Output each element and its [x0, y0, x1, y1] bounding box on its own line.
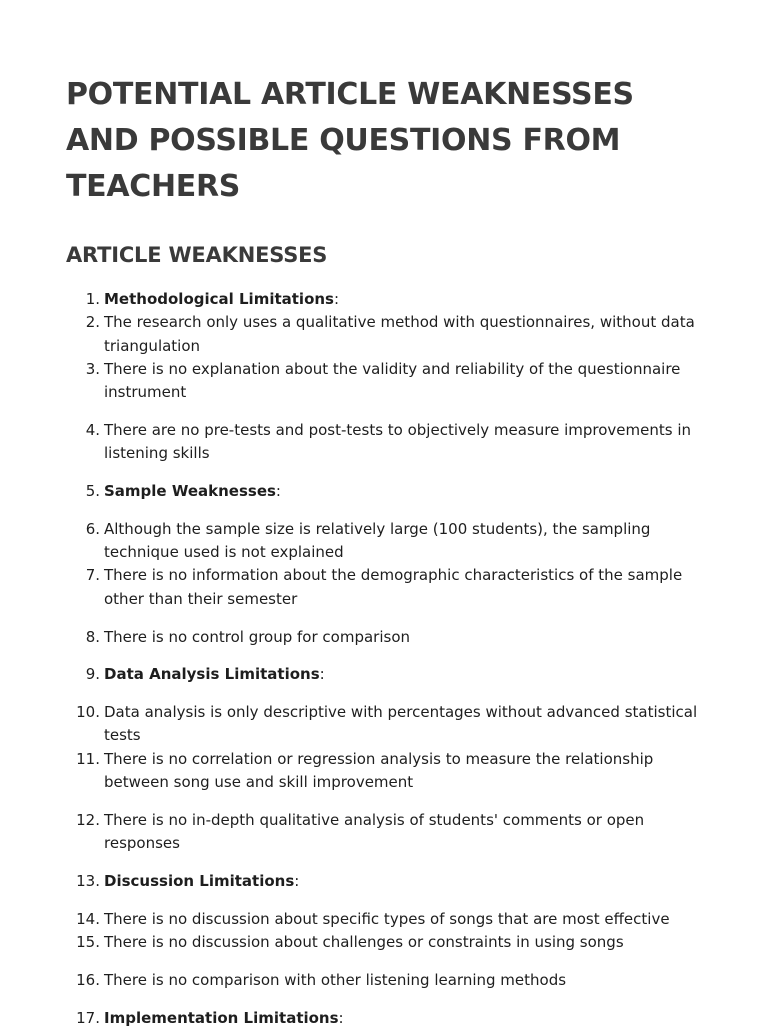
list-item-number: 15. — [76, 933, 100, 952]
list-item-text: There is no comparison with other listening learning methods — [104, 970, 567, 989]
list-item-bold-label: Data Analysis Limitations — [104, 665, 320, 684]
list-item-number: 10. — [76, 703, 100, 722]
list-item-text: There is no correlation or regression analysis to measure the relationship between song use and skill improvement — [104, 749, 654, 792]
list-item-number: 2. — [85, 313, 100, 332]
list-item-text: There is no in-depth qualitative analysis of students' comments or open responses — [104, 810, 645, 853]
document-page — [66, 72, 706, 1030]
list-item-text: There is no control group for comparison — [104, 627, 411, 646]
list-item-number: 13. — [76, 871, 100, 890]
list-item — [66, 288, 706, 311]
list-item-bold-label: Discussion Limitations — [104, 871, 295, 890]
list-item-number: 16. — [76, 970, 100, 989]
list-item — [66, 969, 706, 992]
list-item — [66, 870, 706, 893]
list-item-number: 1. — [85, 290, 100, 308]
list-item-bold-label: Implementation Limitations — [104, 1008, 339, 1027]
list-item — [66, 701, 706, 748]
list-item-number: 5. — [85, 482, 100, 501]
list-item-number: 7. — [85, 566, 100, 585]
list-item-bold-label: Sample Weaknesses — [104, 482, 276, 501]
list-item — [66, 518, 706, 565]
section-heading: ARTICLE WEAKNESSES — [66, 243, 328, 267]
list-item-text: There are no pre-tests and post-tests to objectively measure improvements in listening skills — [104, 420, 692, 463]
list-item — [66, 1007, 706, 1030]
list-item-text: Methodological Limitations: — [104, 290, 340, 308]
list-item-number: 8. — [85, 627, 100, 646]
list-item-number: 6. — [85, 519, 100, 538]
list-item — [66, 564, 706, 611]
list-item — [66, 908, 706, 931]
list-item-bold-label: Methodological Limitations — [104, 290, 334, 308]
list-item — [66, 931, 706, 954]
list-item-number: 9. — [85, 665, 100, 684]
list-item-number: 3. — [85, 359, 100, 378]
list-item — [66, 809, 706, 856]
list-item-number: 17. — [76, 1008, 100, 1027]
list-item-number: 4. — [85, 420, 100, 439]
list-item-text: There is no discussion about specific types of songs that are most effective — [104, 909, 670, 928]
list-item-text: Although the sample size is relatively large (100 students), the sampling technique used is not explained — [104, 519, 651, 562]
list-item-number: 11. — [76, 749, 100, 768]
list-item — [66, 748, 706, 795]
list-item-text: Implementation Limitations: — [104, 1008, 344, 1027]
list-item-text: Discussion Limitations: — [104, 871, 300, 890]
list-item-text: Data analysis is only descriptive with percentages without advanced statistical tests — [104, 703, 698, 745]
list-item-text: There is no discussion about challenges or constraints in using songs — [104, 933, 624, 952]
list-item-text: There is no information about the demographic characteristics of the sample other than their semester — [104, 566, 683, 608]
list-item — [66, 358, 706, 405]
list-item — [66, 480, 706, 503]
list-item-text: Sample Weaknesses: — [104, 482, 281, 501]
weaknesses-list — [66, 288, 706, 1030]
list-item-number: 14. — [76, 909, 100, 928]
list-item-number: 12. — [76, 810, 100, 829]
document-title: POTENTIAL ARTICLE WEAKNESSES AND POSSIBLE QUESTIONS FROM TEACHERS — [66, 77, 634, 204]
list-item-text: There is no explanation about the validity and reliability of the questionnaire instrument — [104, 359, 681, 402]
list-item-text: The research only uses a qualitative method with questionnaires, without data triangulation — [104, 313, 695, 355]
list-item — [66, 419, 706, 466]
list-item — [66, 311, 706, 358]
list-item-text: Data Analysis Limitations: — [104, 665, 325, 684]
list-item — [66, 663, 706, 686]
list-item — [66, 626, 706, 649]
